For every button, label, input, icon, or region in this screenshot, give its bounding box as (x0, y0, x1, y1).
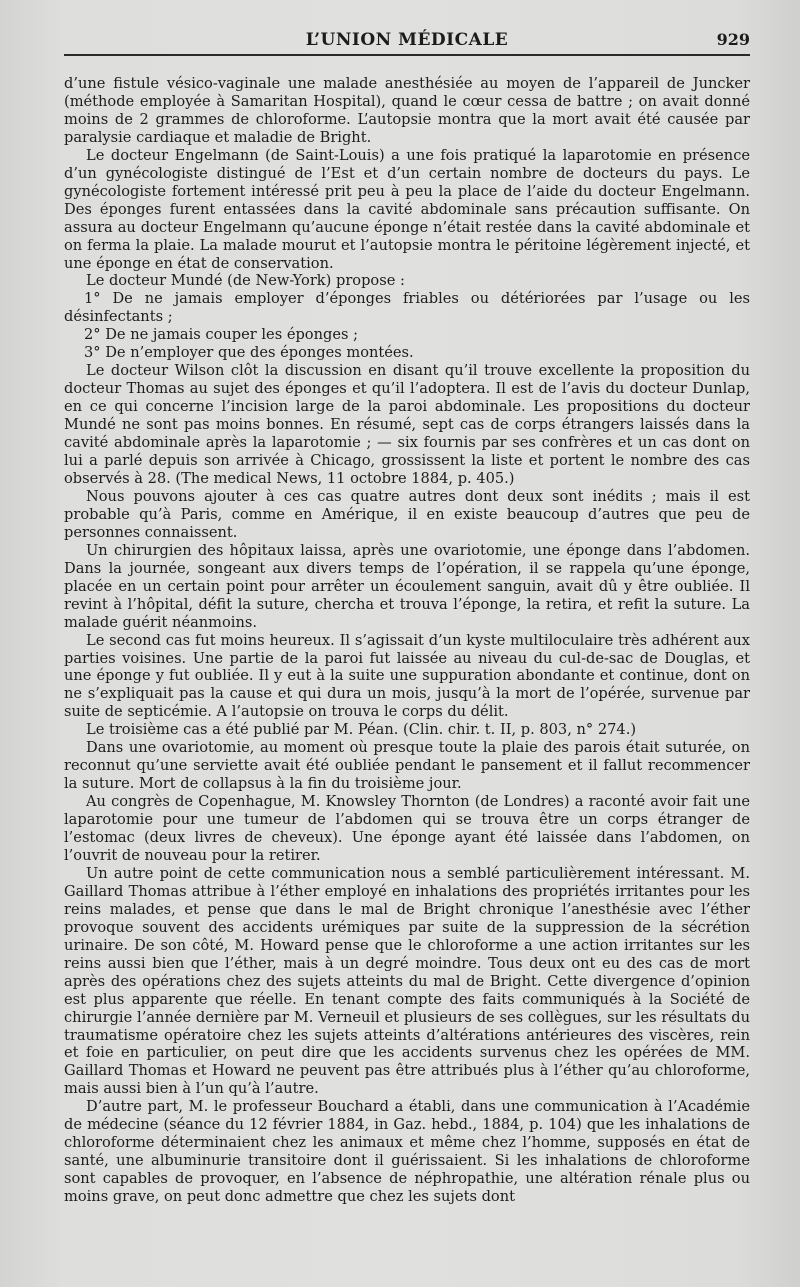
paragraph: Le docteur Mundé (de New-York) propose : (86, 272, 405, 290)
list-item: 3° De n’employer que des éponges montées. (84, 344, 414, 362)
paragraph: Un chirurgien des hôpitaux laissa, après une ovariotomie, une éponge dans l’abdomen. Dans la journée, songeant aux divers temps de l’opération, il se rappela qu’une éponge, placée en un certain point pour arrêter un écoulement sanguin, avait dû y être oubliée. Il revint à l’hôpital, défit la suture, chercha et trouva l’éponge, la retira, et refit la suture. La malade guérit néanmoins. (64, 541, 750, 631)
list-item: 1° De ne jamais employer d’éponges friables ou détériorées par l’usage ou les désinfectants ; (64, 290, 750, 326)
paragraph: Dans une ovariotomie, au moment où presque toute la plaie des parois était suturée, on reconnut qu’une serviette avait été oubliée pendant le pansement et il fallut recommencer la suture. Mort de collapsus à la fin du troisième jour. (64, 739, 750, 793)
page-header (64, 30, 750, 56)
paragraph: d’une fistule vésico-vaginale une malade anesthésiée au moyen de l’appareil de Juncker (méthode employée à Samaritan Hospital), quand le cœur cessa de battre ; on avait donné moins de 2 grammes de chloroforme. L’autopsie montra que la mort avait été causée par paralysie cardiaque et maladie de Bright. (64, 75, 750, 146)
paragraph: D’autre part, M. le professeur Bouchard a établi, dans une communication à l’Académie de médecine (séance du 12 février 1884, in Gaz. hebd., 1884, p. 104) que les inhalations de chloroforme déterminaient chez les animaux et même chez l’homme, supposés en état de santé, une albuminurie transitoire dont il guérissaient. Si les inhalations de chloroforme sont capables de provoquer, en l’absence de néphropathie, une altération rénale plus ou moins grave, on peut donc admettre que chez les sujets dont (64, 1098, 750, 1206)
paragraph: Nous pouvons ajouter à ces cas quatre autres dont deux sont inédits ; mais il est probable qu’à Paris, comme en Amérique, il en existe beaucoup d’autres que peu de personnes connaissent. (64, 487, 750, 541)
paragraph: Le second cas fut moins heureux. Il s’agissait d’un kyste multiloculaire très adhérent aux parties voisines. Une partie de la paroi fut laissée au niveau du cul-de-sac de Douglas, et une éponge y fut oubliée. Il y eut à la suite une suppuration abondante et continue, dont on ne s’expliquait pas la cause et qui dura un mois, jusqu’à la mort de l’opérée, survenue par suite de septicémie. A l’autopsie on trouva le corps du délit. (64, 631, 750, 721)
paragraph: Le docteur Engelmann (de Saint-Louis) a une fois pratiqué la laparotomie en présence d’un gynécologiste distingué de l’Est et d’un certain nombre de docteurs du pays. Le gynécologiste fortement intéressé prit peu à peu la place de l’aide du docteur Engelmann. Des éponges furent entassées dans la cavité abdominale sans précaution suffisante. On assura au docteur Engelmann qu’aucune éponge n’était restée dans la cavité abdominale et on ferma la plaie. La malade mourut et l’autopsie montra le péritoine légèrement injecté, et une éponge en état de conservation. (64, 146, 750, 272)
body-text (64, 75, 750, 1206)
paragraph: Le docteur Wilson clôt la discussion en disant qu’il trouve excellente la proposition du docteur Thomas au sujet des éponges et qu’il l’adoptera. Il est de l’avis du docteur Dunlap, en ce qui concerne l’incision large de la paroi abdominale. Les propositions du docteur Mundé ne sont pas moins bonnes. En résumé, sept cas de corps étrangers laissés dans la cavité abdominale après la laparotomie ; — six fournis par ses confrères et un cas dont on lui a parlé depuis son arrivée à Chicago, grossissent la liste et portent le nombre des cas observés à 28. (The medical News, 11 octobre 1884, p. 405.) (64, 362, 750, 487)
list-item: 2° De ne jamais couper les éponges ; (84, 326, 359, 344)
running-title: L’UNION MÉDICALE (305, 30, 509, 50)
paragraph: Au congrès de Copenhague, M. Knowsley Thornton (de Londres) a raconté avoir fait une laparotomie pour une tumeur de l’abdomen qui se trouva être un corps étranger de l’estomac (deux livres de cheveux). Une éponge ayant été laissée dans l’abdomen, on l’ouvrit de nouveau pour la retirer. (64, 793, 750, 864)
paragraph: Un autre point de cette communication nous a semblé particulièrement intéressant. M. Gaillard Thomas attribue à l’éther employé en inhalations des propriétés irritantes pour les reins malades, et pense que dans le mal de Bright chronique l’anesthésie avec l’éther provoque souvent des accidents urémiques par suite de la suppression de la sécrétion urinaire. De son côté, M. Howard pense que le chloroforme a une action irritantes sur les reins aussi bien que l’éther, mais à un degré moindre. Tous deux ont eu des cas de mort après des opérations chez des sujets atteints du mal de Bright. Cette divergence d’opinion est plus apparente que réelle. En tenant compte des faits communiqués à la Société de chirurgie l’année dernière par M. Verneuil et plusieurs de ses collègues, sur les résultats du traumatisme opératoire chez les sujets atteints d’altérations antérieures des viscères, rein et foie en particulier, on peut dire que les accidents survenus chez les opérées de MM. Gaillard Thomas et Howard ne peuvent pas être attribués plus à l’éther qu’au chloroforme, mais aussi bien à l’un qu’à l’autre. (64, 864, 750, 1098)
page-number: 929 (716, 30, 750, 49)
paragraph: Le troisième cas a été publié par M. Péan. (Clin. chir. t. II, p. 803, n° 274.) (86, 721, 637, 739)
